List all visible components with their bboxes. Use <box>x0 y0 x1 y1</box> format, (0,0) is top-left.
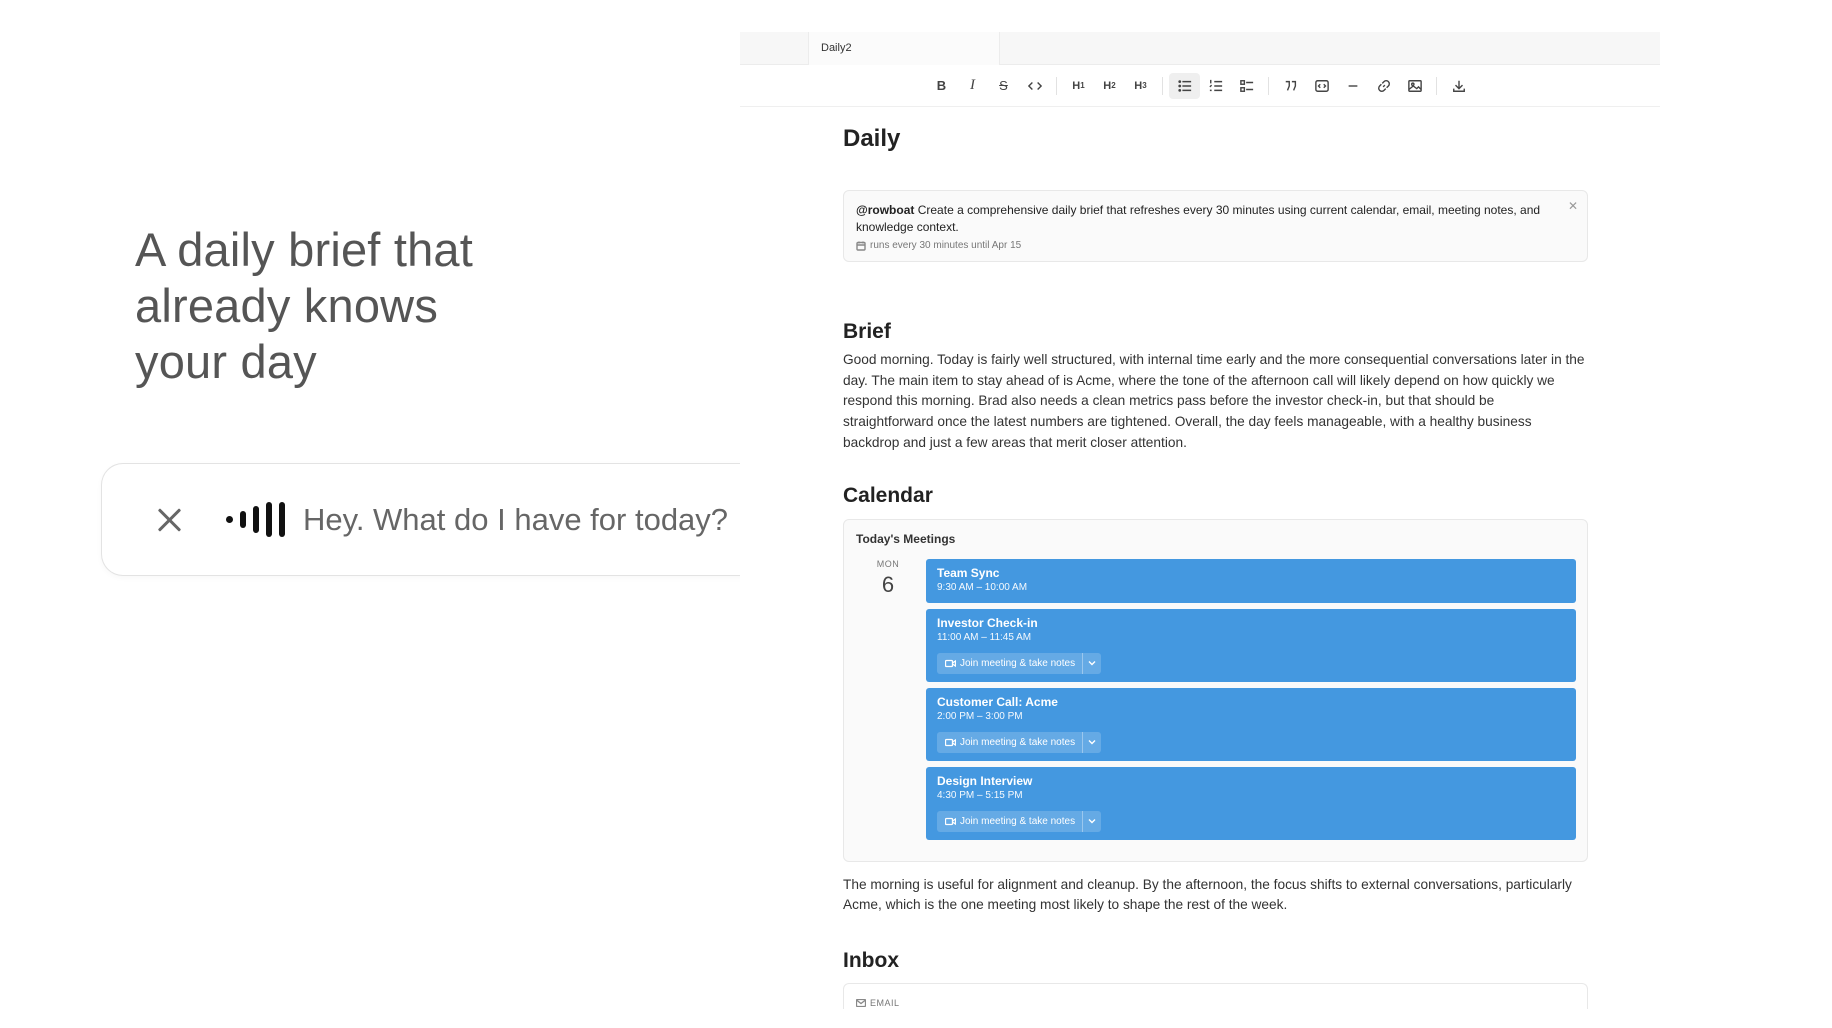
agent-schedule-text: runs every 30 minutes until Apr 15 <box>870 240 1022 251</box>
tab-bar <box>740 32 1660 65</box>
calendar-summary: The morning is useful for alignment and cleanup. By the afternoon, the focus shifts to external conversations, particularly Acme, which is the one meeting most likely to shape the rest of the week. <box>843 876 1572 913</box>
code-icon <box>1028 79 1042 93</box>
horizontal-rule-icon <box>1346 79 1360 93</box>
document-body <box>843 125 1588 1009</box>
join-meeting-control <box>937 732 1101 753</box>
day-column <box>856 559 926 840</box>
chevron-down-icon <box>1088 660 1096 666</box>
bullet-list-icon <box>1178 79 1192 93</box>
headline-line-3: your day <box>135 335 317 388</box>
join-meeting-button[interactable] <box>937 653 1082 674</box>
mail-icon <box>856 999 866 1007</box>
editor-window <box>740 32 1660 1012</box>
link-button[interactable] <box>1368 73 1399 99</box>
quote-icon <box>1284 79 1298 93</box>
events-list <box>926 559 1576 840</box>
inbox-block <box>843 983 1588 1009</box>
event-time: 9:30 AM – 10:00 AM <box>937 581 1028 593</box>
inbox-heading: Inbox <box>843 948 899 972</box>
agent-instruction <box>856 202 1575 236</box>
join-options-dropdown[interactable] <box>1082 811 1101 832</box>
agent-schedule <box>856 240 1575 251</box>
event-title: Customer Call: Acme <box>937 694 1058 709</box>
italic-button[interactable]: I <box>970 77 975 93</box>
download-icon <box>1452 79 1466 93</box>
divider-button[interactable] <box>1337 73 1368 99</box>
heading3-button[interactable]: H 3 <box>1134 79 1147 92</box>
tab-daily2[interactable]: Daily2 <box>808 32 1000 65</box>
voice-prompt-text: Hey. What do I have for today? <box>303 501 729 537</box>
code-button[interactable] <box>1019 73 1050 99</box>
brief-heading: Brief <box>843 320 891 343</box>
code-block-button[interactable] <box>1306 73 1337 99</box>
event-customer-call-acme[interactable] <box>926 688 1576 761</box>
link-icon <box>1377 79 1391 93</box>
join-meeting-control <box>937 653 1101 674</box>
task-list-button[interactable] <box>1231 73 1262 99</box>
agent-mention[interactable]: @rowboat <box>856 203 915 217</box>
voice-waveform-icon <box>226 500 285 540</box>
day-number: 6 <box>881 571 895 597</box>
numbered-list-icon <box>1209 79 1223 93</box>
video-camera-icon <box>945 659 956 668</box>
event-title: Design Interview <box>937 773 1033 788</box>
join-meeting-control <box>937 811 1101 832</box>
quote-button[interactable] <box>1275 73 1306 99</box>
code-block-icon <box>1315 79 1329 93</box>
day-of-week: MON <box>876 558 900 569</box>
download-button[interactable] <box>1443 73 1474 99</box>
heading1-button[interactable]: H 1 <box>1072 79 1085 92</box>
bullet-list-button[interactable] <box>1169 73 1200 99</box>
image-button[interactable] <box>1399 73 1430 99</box>
headline <box>135 222 635 390</box>
join-meeting-label: Join meeting & take notes <box>960 657 1076 669</box>
event-design-interview[interactable] <box>926 767 1576 840</box>
task-list-icon <box>1240 79 1254 93</box>
event-time: 2:00 PM – 3:00 PM <box>937 710 1023 722</box>
video-camera-icon <box>945 817 956 826</box>
join-meeting-label: Join meeting & take notes <box>960 815 1076 827</box>
voice-input-bar <box>101 463 791 576</box>
event-title: Team Sync <box>937 565 1000 580</box>
formatting-toolbar <box>740 65 1660 107</box>
image-icon <box>1408 79 1422 93</box>
close-icon[interactable] <box>154 505 184 535</box>
headline-line-1: A daily brief that <box>135 223 474 276</box>
join-meeting-button[interactable] <box>937 732 1082 753</box>
join-options-dropdown[interactable] <box>1082 732 1101 753</box>
agent-instruction-text: Create a comprehensive daily brief that refreshes every 30 minutes using current calendar, email, meeting notes, and knowledge context. <box>856 203 1541 234</box>
event-team-sync[interactable] <box>926 559 1576 603</box>
chevron-down-icon <box>1088 818 1096 824</box>
numbered-list-button[interactable] <box>1200 73 1231 99</box>
agent-instruction-block <box>843 190 1588 262</box>
event-investor-check-in[interactable] <box>926 609 1576 682</box>
inbox-email-label: EMAIL <box>870 997 900 1008</box>
calendar-block-title: Today's Meetings <box>856 531 956 546</box>
calendar-clock-icon <box>856 241 866 251</box>
strikethrough-button[interactable]: S <box>999 78 1008 93</box>
bold-button[interactable]: B <box>936 78 947 93</box>
brief-text: Good morning. Today is fairly well structured, with internal time early and the more consequential conversations later in the day. The main item to stay ahead of is Acme, where the tone of the afternoon call will likely depend on how quickly we respond this morning. Brad also needs a clean metrics pass before the investor check-in, but that should be straightforward once the latest numbers are tightened. Overall, the day feels manageable, with a healthy business backdrop and just a few areas that merit closer attention. <box>843 352 1585 450</box>
join-meeting-button[interactable] <box>937 811 1082 832</box>
headline-line-2: already knows <box>135 279 439 332</box>
event-time: 11:00 AM – 11:45 AM <box>937 631 1032 643</box>
join-options-dropdown[interactable] <box>1082 653 1101 674</box>
close-icon[interactable]: ✕ <box>1567 199 1578 213</box>
video-camera-icon <box>945 738 956 747</box>
event-time: 4:30 PM – 5:15 PM <box>937 789 1023 801</box>
join-meeting-label: Join meeting & take notes <box>960 736 1076 748</box>
heading2-button[interactable]: H 2 <box>1103 79 1116 92</box>
chevron-down-icon <box>1088 739 1096 745</box>
event-title: Investor Check-in <box>937 615 1038 630</box>
page-title: Daily <box>843 125 901 152</box>
calendar-block <box>843 519 1588 862</box>
calendar-heading: Calendar <box>843 483 933 507</box>
